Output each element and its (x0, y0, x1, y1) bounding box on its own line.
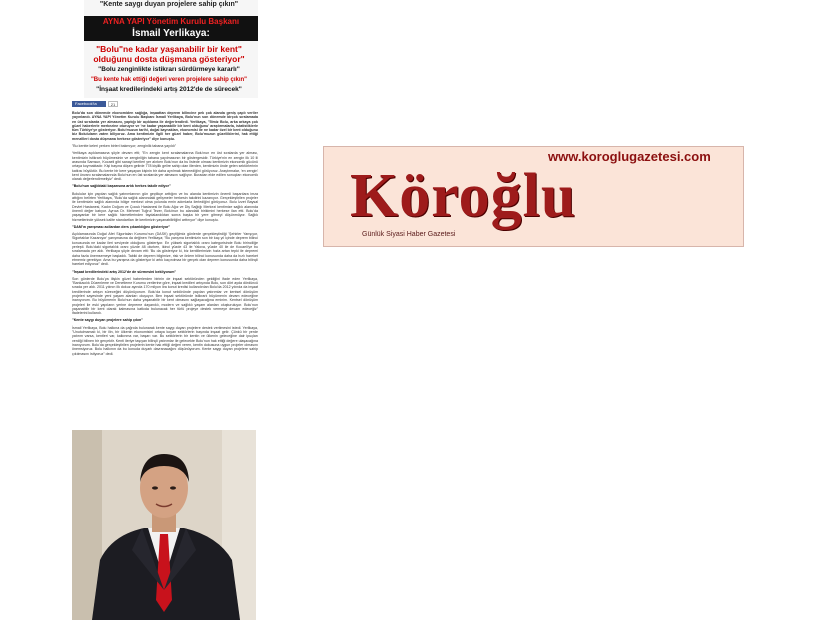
headline-banner-name: İsmail Yerlikaya: (84, 27, 258, 41)
article-quote: "Bu kentte keleri yerken birleri bakmıyor; zenginlik tabana yayıldı" (72, 144, 177, 149)
headline-main-quote-line1: "Bolu"ne kadar yaşanabilir bir kent" (96, 44, 242, 54)
headline-banner-top: AYNA YAPI Yönetim Kurulu Başkanı (84, 16, 258, 27)
article-paragraph: Yerlikaya açıklamasına şöyle devam etti; "En zengin kent sıralamalarına Bolu'nun en üst sıralarda yer alması, kentimizin istikrarlı büyümesinin ve zenginliğin tabana yayılmasının bir göstergesidir. Türkiye'nin en zengin ilk 10 ili arasında Samsun, Kocaeli gibi sanayi kentleri yer alırken Bolu'nun da bu listede olması kentimizin ekonomik gücünü ortaya koymaktadır. Kişi başına düşen gelirde 778 kişilik gelire sahip olan illerden, kentimizin önde gelen sektörlerinin katkısı büyüktür. Bu kente bir kere yaşayan kişinin bir daha ayrılmak istemediğini görüyoruz. Araştırmalar, 'en zengin' kent ünvanı sıralamalarında Bolu'nun en üst sıralarda yer almasını sağlıyor. Buradan elde edilen sonuçları ekonomik olarak değerlendirmeliyiz" dedi. (72, 151, 258, 182)
headline-main-quote (84, 44, 254, 64)
person-portrait-illustration (72, 430, 256, 620)
newspaper-logo[interactable] (323, 146, 744, 247)
article-paragraph: Bolulular için yapılan sağlık yatırımlarının gün geçtikçe arttığını ve bu alanda kentimizin önemli başarılara imza attığını belirten Yerlikaya, "Bolu'da sağlık alanındaki gelişmeler herkesin takdirini kazanıyor. Gerçekleştirilen projeler ile kentimizin sağlık alanında bölge merkezi olma yolunda emin adımlarla ilerlediğini görüyoruz. Bolu İzzet Baysal Devlet Hastanesi, Kadın Doğum ve Çocuk Hastanesi ile Bolu Ağız ve Diş Sağlığı Merkezi kentimize sağlık alanında önemli değer katıyor. Ayrıca Dr. Mehmet Tuğrul Tezer, Bolu'nun bu alandaki birikimini herkese ilan etti. Bolu'da yaşayanlar bir kere sağlık hizmetlerinden faydalandıktan sonra başka bir yere gitmeyi düşünmüyor. Sağlık hizmetlerinde yüksek kalite standartları ile kentimizin yaşanabilirliğini arttırıyor" diye konuştu. (72, 191, 258, 222)
headline-subhead-3: "İnşaat kredilerindeki artış 2012'de de sürecek" (96, 86, 242, 93)
logo-url: www.koroglugazetesi.com (548, 149, 711, 164)
article-body (72, 111, 258, 359)
article-paragraph: İsmail Yerlikaya, Bolu halkına da çağrıda bulunarak kente saygı duyan projelere destek verilmesini istedi. Yerlikaya, "Unutulmamalı ki, bir ilin, bir ülkenin ekonomisini ortaya koyan sektörlerin başında inşaat gelir. Çünkü bir yerde yatırım varsa, kentleri var, kalkınma var, başarı var. Bu sektörlerin bir kentin ve ülkenin geleceğine dair ipuçları verdiği bilinen bir gerçektir. Kenti ileriye taşıyan bilinçli yatırımlar ile gelecekte Bolu'nun hak ettiği değere ulaşacağına inanıyorum. Bolu'da gerçekleştirilen projelerin kente hak ettiği değeri veren, kentin dokusuna uygun projeler olmasını önemsiyoruz. Bolu halkının da bu konuda duyarlı davranacağını düşünüyorum. Kente saygı duyan projelere sahip çıkılmasını istiyoruz" dedi. (72, 325, 258, 356)
article-subtitle: "DAM'ın yarışması acilardan ders çıkarıldığını gösteriyor" (72, 224, 171, 229)
headline-quote: "Kente saygı duyan projelere sahip çıkın" (99, 1, 239, 8)
article-subtitle: "İnşaat kredilerindeki artış 2012'de de sürmesini bekliyorum" (72, 269, 177, 274)
logo-name: Köroğlu (350, 162, 577, 230)
article-paragraph: Son günlerde Bolu'ya ilişkin güzel haberlerden birinin de inşaat sektöründen geldiğini ifade eden Yerlikaya, "Bankacılık Düzenleme ve Denetleme Kurumu verilerine göre, inşaat kredileri artışında Bolu, son dört ayda dördüncü sırada yer aldı. 2011 yılının ilk dokuz ayında 170 milyon lira konut kredisi kullandırılan Bolu'da 2012 yılında da inşaat kredilerinde artışın süreceğini düşünüyorum. Bolu'da konut sektöründe yapılan yatırımlar ve kentsel dönüşüm projeleri sayesinde yeni yaşam alanları oluşuyor. Ben inşaat sektöründe istikrarlı büyümenin devam edeceğine inanıyorum. Bu büyümenin Bolu'nun daha yaşanabilir bir kent olmasını sağlayacağına eminim. Kentsel dönüşüm projeleri ile eski yapıların yerine depreme dayanıklı, modern ve sağlıklı yaşam alanları oluşturuluyor. Bolu'nun yaşanabilir bir kent olarak kalmasına katkıda bulunacak her türlü projeye destek vermeye devam edeceğiz" ifadelerini kullandı. (72, 276, 258, 316)
facebook-share-count: 21 (108, 101, 118, 107)
article-subtitle: "Bolu'nun sağlıktaki başarısına artık herkes takdir ediyor" (72, 184, 171, 189)
article-paragraph: Açıklamasında Doğal Afet Sigortaları Kurumu'nun (DASK) geçtiğimiz günlerde gerçekleştirdiği 'Şehirler Yarışıyor, Sigortalılar Kazanıyor' yarışmasına da değinen Yerlikaya; "Bu yarışma kentimizin son bir kaç yıl içinde deprem bilinci konusunda ne kadar ileri seviyede olduğunu gösteriyor. En yüksek sigortalılık oranı kategorisinde Bolu birinciliğe yerleşti. Bolu'daki sigortalılık oranı yüzde 48 olurken, ikinci yüzde 43 ile Yalova, yüzde 40 ile de Kocaeli'ye bu sıralamada yer aldı. Yerlikaya şöyle devam etti: 'Bu da gösteriyor ki, biz kentlilerimizin hızla artan tepki ile depremi daha fazla önemsemeye başladık. Tabiki de deprem bilgimize, risk ve önlem bilinci konusunda daha da hızlı hareket etmemiz gerekiyor. Ama bu yarışma da gösteriyor ki artık kaçınılmaz bir gerçek olan deprem konusunda daha bilinçli hareket ediyoruz" dedi. (72, 232, 258, 267)
article-lead: Bolu'da son dönemde ekonomiden sağlığa, inşaattan deprem bilincine pek çok alanda geniş çaplı veriler yayınlandı. AYNA YAPI Yönetim Kurulu Başkanı İsmail Yerlikaya, Bolu'nun son dönemde birçok sıralamada en üst sıralarda yer almasını, yaptığı bir açıklama ile değerlendirdi. Yerlikaya, "İlimiz Bolu, arka arkaya çok güzel haberlerle merkezine oturuyor ve 'ne kadar yaşanabilir bir kent olduğunu' araştırmalarla, istatistiklerle tüm Türkiye'ye gösteriyor. Bolu'muzun tarihi, doğal kaynakları, ekonomisi ile ne kadar özel bir kent olduğunu biz Boluluların zaten biliyoruz. Ama kentimizin ilgili her güzel haber, Bolu'muzun güzelliklerini, hak ettiği menzilleri dosta düşmana herkese gösteriyor" diye konuştu. (72, 111, 258, 141)
facebook-share-button[interactable]: Facebook'ta Paylaş (72, 101, 106, 107)
headline-subhead-1: "Bolu zenginlikte istikrarı sürdürmeye kararlı" (98, 66, 240, 73)
headline-subhead-2: "Bu kente hak ettiği değeri veren projelere sahip çıkın" (90, 77, 248, 83)
person-photo (72, 430, 256, 620)
logo-subtitle: Günlük Siyasi Haber Gazetesi (362, 231, 456, 238)
article-column (70, 0, 260, 620)
article-subtitle: "Kente saygı duyan projelere sahip çıkın" (72, 318, 143, 323)
headline-main-quote-line2: olduğunu dosta düşmana gösteriyor" (93, 54, 245, 64)
